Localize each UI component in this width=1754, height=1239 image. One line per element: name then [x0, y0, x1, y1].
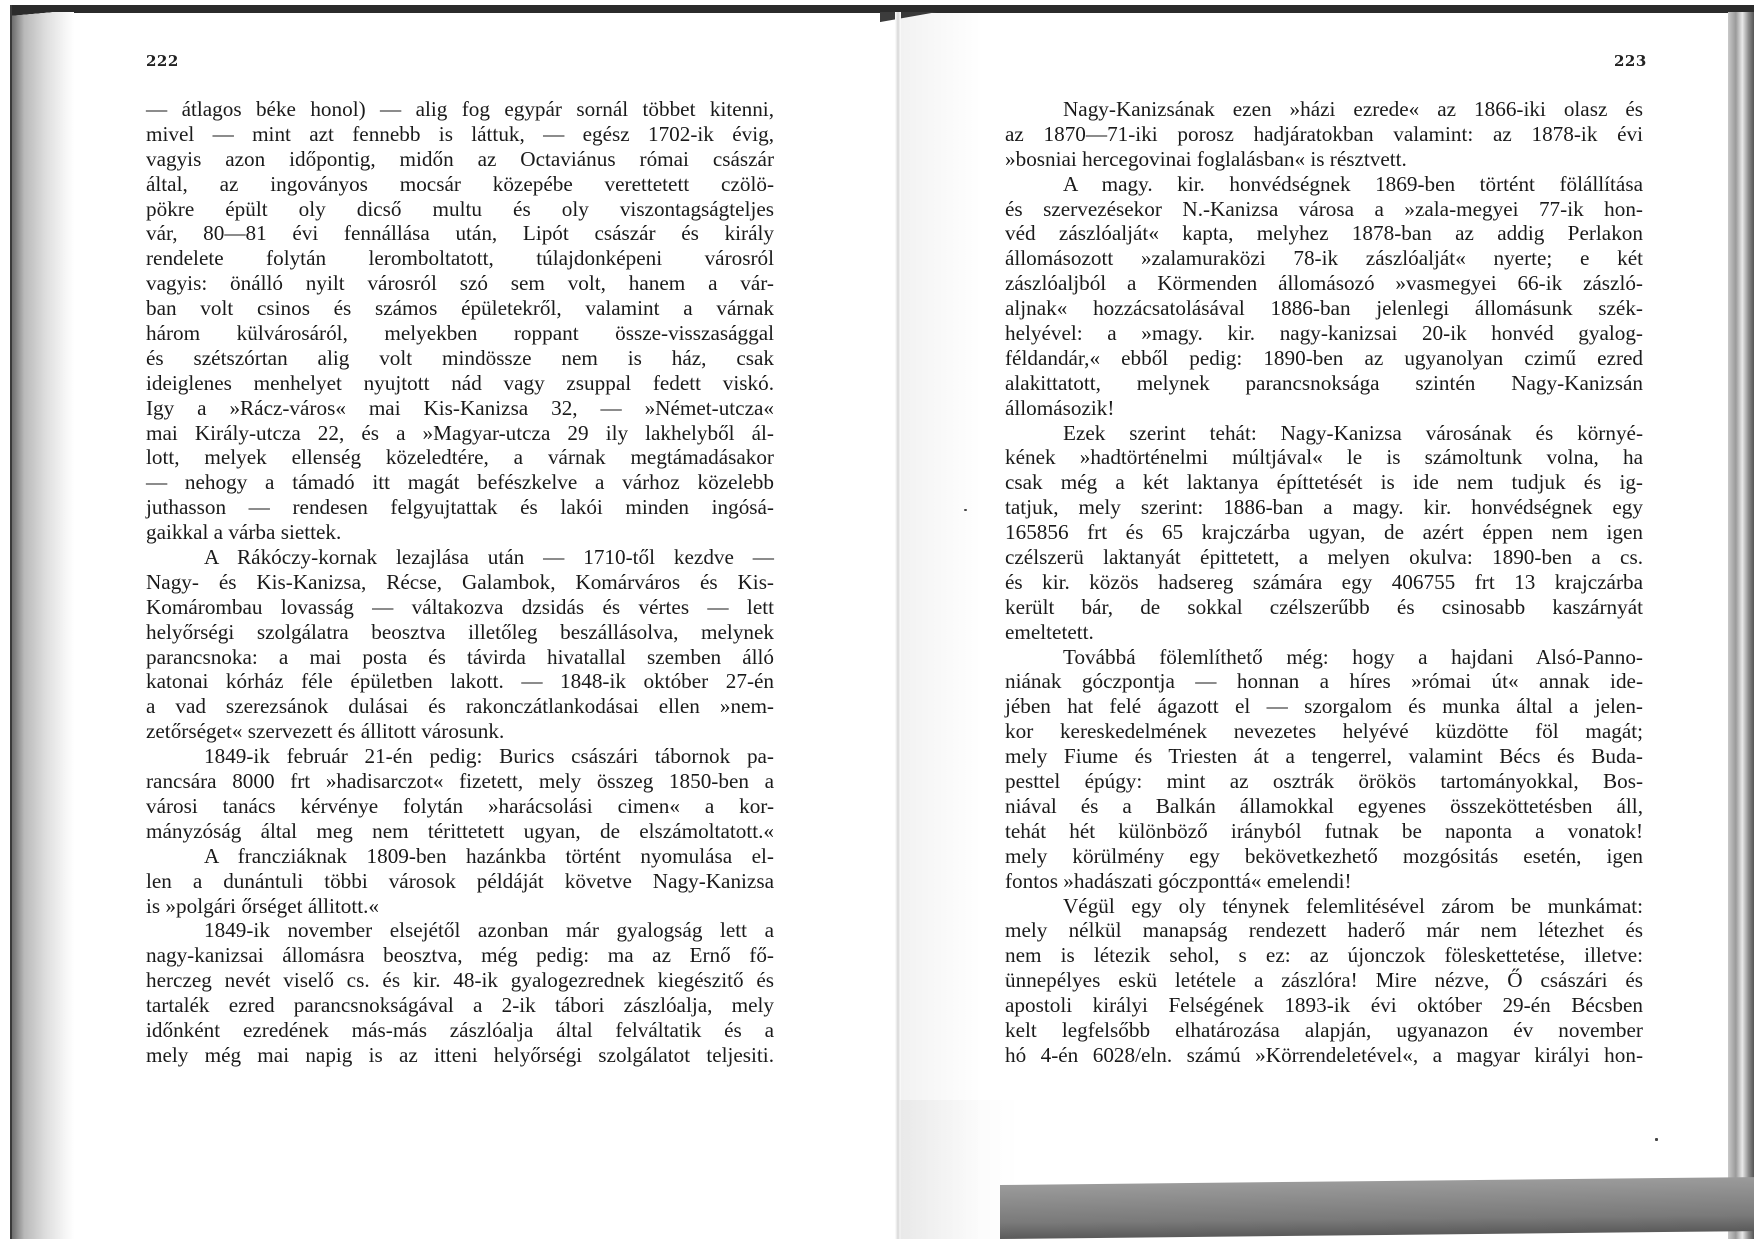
text-line: a vad szerezsánok dulásai és rakonczátlankodásai ellen »nem-	[146, 694, 774, 719]
text-line: »bosniai hercegovinai foglalásban« is résztvett.	[1005, 146, 1407, 171]
left-fore-edge-corner	[12, 5, 74, 23]
text-line: helyőrségi szolgálatra beosztva illetőleg beszállásolva, melynek	[146, 619, 774, 644]
text-line: időnként ezredének más-más zászlóalja által felváltatik és a	[146, 1017, 774, 1042]
text-line: mai Király-utcza 22, és a »Magyar-utcza 29 ily lakhelyből ál-	[146, 420, 774, 445]
text-line: pesttel épúgy: mint az osztrák örökös tartományokkal, Bos-	[1005, 769, 1643, 794]
text-line: nem is létezik sehol, s ez: az újonczok föleskettetése, illetve:	[1005, 943, 1643, 968]
text-line: katonai kórház féle épületben lakott. — 1848-ik október 27-én	[146, 669, 774, 694]
text-line: A Rákóczy-kornak lezajlása után — 1710-től kezdve —	[204, 545, 774, 570]
text-line: rancsára 8000 frt »hadisarczot« fizetett, mely összeg 1850-ben a	[146, 769, 774, 794]
text-line: kor kereskedelmének nevezetes helyévé küzdötte föl magát;	[1005, 719, 1643, 744]
text-line: juthasson — rendesen felgyujtattak és lakói minden ingósá-	[146, 495, 774, 520]
scan-speck	[964, 509, 967, 511]
text-line: és kir. közös hadsereg számára egy 406755 frt 13 krajczárba	[1005, 569, 1643, 594]
text-line: 1849-ik november elsejétől azonban már gyalogság lett a	[204, 918, 774, 943]
text-line: ban volt csinos és számos épületekről, valamint a várnak	[146, 296, 774, 321]
text-line: az 1870—71-iki porosz hadjáratokban valamint: az 1878-ik évi	[1005, 121, 1643, 146]
text-line: tartalék ezred parancsnokságával a 2-ik tábori zászlóalja, mely	[146, 993, 774, 1018]
text-line: került bár, de sokkal czélszerűbb és csinosabb kaszárnyát	[1005, 594, 1643, 619]
text-line: Ezek szerint tehát: Nagy-Kanizsa városának és környé-	[1063, 420, 1643, 445]
text-line: niának góczpontja — honnan a híres »római út« annak ide-	[1005, 669, 1643, 694]
scan-speck	[1655, 1138, 1658, 1141]
scanner-bottom-edge	[1000, 1177, 1754, 1239]
text-line: három külvárosáról, melyekben roppant össze-visszasággal	[146, 321, 774, 346]
text-line: és szétszórtan alig volt mindössze nem is ház, csak	[146, 345, 774, 370]
text-line: len a dunántuli többi városok példáját követve Nagy-Kanizsa	[146, 868, 774, 893]
left-page-text	[146, 97, 774, 1068]
text-line: zászlóaljból a Körmenden állomásozó »vasmegyei 66-ik zászló-	[1005, 271, 1643, 296]
text-line: — átlagos béke honol) — alig fog egypár sornál többet kitenni,	[146, 97, 774, 121]
text-line: rendelete folytán leromboltatott, túlajdonképeni városról	[146, 246, 774, 271]
text-line: vagyis: önálló nyilt városról szó sem volt, hanem a vár-	[146, 271, 774, 296]
text-line: emeltetett.	[1005, 619, 1094, 644]
text-line: mivel — mint azt fennebb is láttuk, — egész 1702-ik évig,	[146, 121, 774, 146]
text-line: kelt legfelsőbb elhatározása alapján, ugyanazon év november	[1005, 1017, 1643, 1042]
text-line: czélszerü laktanyát épittetett, a melyen okulva: 1890-ben a cs.	[1005, 545, 1643, 570]
text-line: Nagy-Kanizsának ezen »házi ezrede« az 1866-iki olasz és	[1063, 97, 1643, 121]
text-line: Végül egy oly ténynek felemlitésével zárom be munkámat:	[1063, 893, 1643, 918]
text-line: tehát hét különböző irányból futnak be naponta a vonatok!	[1005, 818, 1643, 843]
text-line: fontos »hadászati góczponttá« emelendi!	[1005, 868, 1352, 893]
text-line: Igy a »Rácz-város« mai Kis-Kanizsa 32, — »Német-utcza«	[146, 395, 774, 420]
text-line: mányzóság által meg nem térittetett ugyan, de elszámoltatott.«	[146, 818, 774, 843]
text-line: tatjuk, mely szerint: 1886-ban a magy. kir. honvédségnek egy	[1005, 495, 1643, 520]
text-line: 165856 frt és 65 krajczárba ugyan, de azért éppen nem igen	[1005, 520, 1643, 545]
text-line: csak még a két laktanya építtetését is ide nem tudjuk és ig-	[1005, 470, 1643, 495]
text-line: Komárombau lovasság — váltakozva dzsidás és vértes — lett	[146, 594, 774, 619]
text-line: ideiglenes menhelyet nyujtott nád vagy zsuppal fedett viskó.	[146, 370, 774, 395]
text-line: féldandár,« ebből pedig: 1890-ben az ugyanolyan czimű ezred	[1005, 345, 1643, 370]
text-line: gaikkal a várba siettek.	[146, 520, 342, 545]
text-line: és szervezésekor N.-Kanizsa városa a »zala-megyei 77-ik hon-	[1005, 196, 1643, 221]
text-line: által, az ingoványos mocsár közepébe verettetett czölö-	[146, 171, 774, 196]
text-line: helyével: a »magy. kir. nagy-kanizsai 20-ik honvéd gyalog-	[1005, 321, 1643, 346]
text-line: kének »hadtörténelmi múltjával« le is számoltunk volna, ha	[1005, 445, 1643, 470]
text-line: vagyis azon időpontig, midőn az Octaviánus római császár	[146, 146, 774, 171]
text-line: pökre épült oly dicső multu és oly viszontagságteljes	[146, 196, 774, 221]
page-number-left: 222	[146, 52, 179, 70]
text-line: is »polgári őrséget állitott.«	[146, 893, 380, 918]
right-fore-edge	[1728, 12, 1754, 1239]
text-line: véd zászlóalját« kapta, melyhez 1878-ban az addig Perlakon	[1005, 221, 1643, 246]
text-line: A francziáknak 1809-ben hazánkba történt nyomulása el-	[204, 843, 774, 868]
text-line: 1849-ik február 21-én pedig: Burics császári tábornok pa-	[204, 744, 774, 769]
gutter-shadow	[901, 12, 981, 1239]
left-fore-edge	[12, 12, 74, 1239]
text-line: A magy. kir. honvédségnek 1869-ben történt fölállítása	[1063, 171, 1643, 196]
text-line: Nagy- és Kis-Kanizsa, Récse, Galambok, Komárváros és Kis-	[146, 569, 774, 594]
text-line: állomásozik!	[1005, 395, 1115, 420]
page-number-right: 223	[1614, 52, 1647, 70]
text-line: apostoli királyi Felségének 1893-ik évi október 29-én Bécsben	[1005, 993, 1643, 1018]
text-line: nagy-kanizsai állomásra beosztva, még pedig: ma az Ernő fő-	[146, 943, 774, 968]
text-line: lott, melyek ellenség közeledtére, a várnak megtámadásakor	[146, 445, 774, 470]
text-line: városi tanács kérvénye folytán »harácsolási cimen« a kor-	[146, 793, 774, 818]
text-line: ünnepélyes eskü letétele a zászlóra! Mire nézve, Ő császári és	[1005, 968, 1643, 993]
text-line: vár, 80—81 évi fennállása után, Lipót császár és király	[146, 221, 774, 246]
text-line: parancsnoka: a mai posta és távirda hivatallal szemben álló	[146, 644, 774, 669]
text-line: herczeg nevét viselő cs. és kir. 48-ik gyalogezrednek kiegészitő és	[146, 968, 774, 993]
text-line: mely még mai napig is az itteni helyőrségi szolgálatot teljesiti.	[146, 1042, 774, 1067]
text-line: mely Fiume és Triesten át a tengerrel, valamint Bécs és Buda-	[1005, 744, 1643, 769]
right-page-text	[1005, 97, 1643, 1068]
text-line: alakittatott, melynek parancsnoksága szintén Nagy-Kanizsán	[1005, 370, 1643, 395]
text-line: Továbbá fölemlíthető még: hogy a hajdani Alsó-Panno-	[1063, 644, 1643, 669]
text-line: — nehogy a támadó itt magát befészkelve a várhoz közelebb	[146, 470, 774, 495]
text-line: mely körülmény egy bekövetkezhető mozgósitás esetén, igen	[1005, 843, 1643, 868]
text-line: niával és a Balkán államokkal egyenes összeköttetésben áll,	[1005, 793, 1643, 818]
text-line: jében hat felé ágazott el — szorgalom és munka által a jelen-	[1005, 694, 1643, 719]
text-line: zetőrséget« szervezett és állitott városunk.	[146, 719, 505, 744]
text-line: mely nélkül manapság rendezett haderő már nem létezhet és	[1005, 918, 1643, 943]
text-line: állomásozott »zalamuraközi 78-ik zászlóalját« nyerte; e két	[1005, 246, 1643, 271]
text-line: aljnak« hozzácsatolásával 1886-ban jelenlegi állomásunk szék-	[1005, 296, 1643, 321]
text-line: hó 4-én 6028/eln. számú »Körrendeletével«, a magyar királyi hon-	[1005, 1042, 1643, 1067]
